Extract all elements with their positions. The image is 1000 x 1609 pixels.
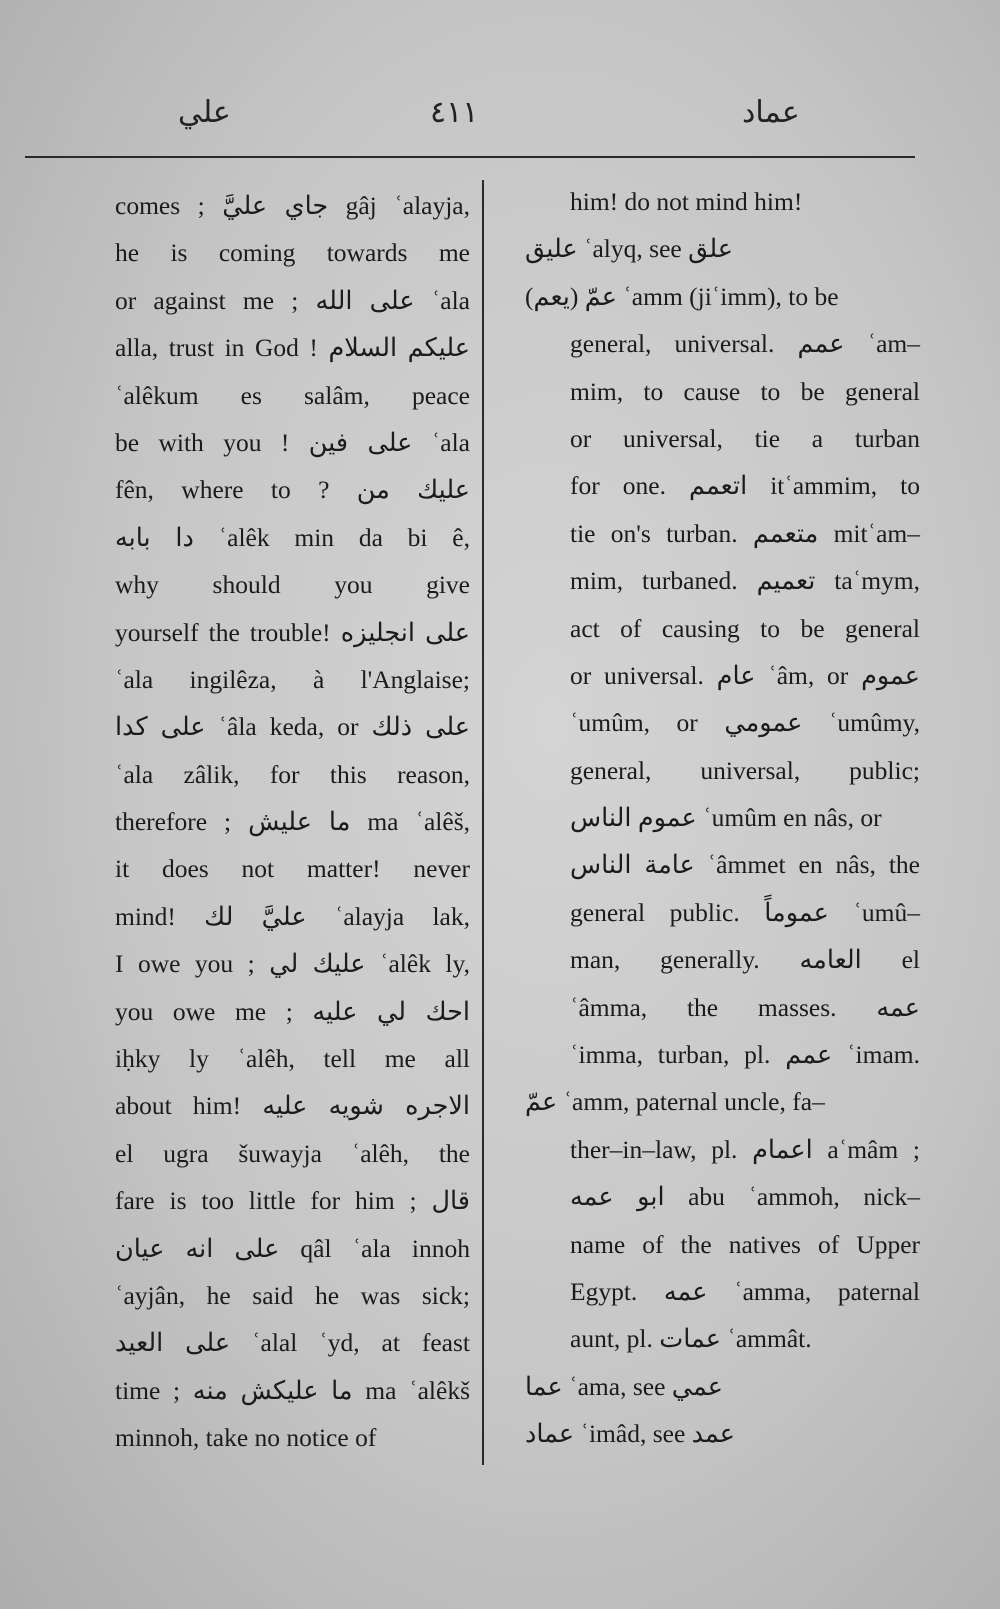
text-line: mind! عليَّ لك ʿalayja lak,	[115, 901, 470, 931]
text-line: ʿimma, turban, pl. عمم ʿimam.	[570, 1040, 920, 1070]
text-line: why should you give	[115, 570, 470, 600]
text-line: be with you ! على فين ʿala	[115, 427, 470, 457]
text-line: it does not matter! never	[115, 854, 470, 884]
text-line: or universal, tie a turban	[570, 423, 920, 453]
text-line: time ; ما عليكش منه ma ʿalêkš	[115, 1375, 470, 1405]
text-line: about him! الاجره شويه عليه	[115, 1091, 470, 1121]
text-line: mim, turbaned. تعميم taʿmym,	[570, 566, 920, 596]
page-number: ٤١١	[430, 95, 479, 130]
text-line: iḥky ly ʿalêh, tell me all	[115, 1044, 470, 1074]
text-line: act of causing to be general	[570, 613, 920, 643]
text-line: general, universal. عمم ʿam–	[570, 329, 920, 359]
text-line: aunt, pl. عمات ʿammât.	[570, 1324, 812, 1354]
text-line: fên, where to ? عليك من	[115, 475, 470, 505]
text-line: عليق ʿalyq, see علق	[525, 234, 734, 264]
text-line: عمّ (يعم) ʿamm (jiʿimm), to be	[525, 281, 839, 311]
text-line: عموم الناس ʿumûm en nâs, or	[570, 803, 882, 833]
right-column	[525, 178, 920, 1458]
text-line: name of the natives of Upper	[570, 1229, 920, 1259]
text-line: Egypt. عمه ʿamma, paternal	[570, 1276, 920, 1306]
text-line: comes ; جاي عليَّ gâj ʿalayja,	[115, 191, 470, 220]
header-right-word: عماد	[742, 95, 800, 130]
text-line: على انه عيان qâl ʿala innoh	[115, 1233, 471, 1263]
text-line: على العيد ʿalal ʿyd, at feast	[115, 1328, 470, 1358]
text-line: minnoh, take no notice of	[115, 1423, 377, 1453]
text-line: fare is too little for him ; قال	[115, 1186, 470, 1216]
text-line: man, generally. العامه el	[570, 945, 920, 975]
text-line: ʿayjân, he said he was sick;	[115, 1280, 470, 1310]
text-line: or against me ; على الله ʿala	[115, 285, 470, 315]
text-line: general public. عموماً ʿumû–	[570, 897, 920, 927]
text-line: ʿalêkum es salâm, peace	[115, 380, 470, 410]
text-line: tie on's turban. متعمم mitʿam–	[570, 518, 920, 548]
text-line: mim, to cause to be general	[570, 376, 920, 406]
text-line: or universal. عام ʿâm, or عموم	[570, 660, 920, 690]
text-line: ʿâmma, the masses. عمه	[570, 992, 920, 1022]
text-line: عمّ ʿamm, paternal uncle, fa–	[525, 1087, 825, 1117]
text-line: I owe you ; عليك لي ʿalêk ly,	[115, 949, 470, 979]
text-line: ʿumûm, or عمومي ʿumûmy,	[570, 708, 920, 738]
text-line: el ugra šuwayja ʿalêh, the	[115, 1138, 470, 1168]
text-line: alla, trust in God ! عليكم السلام	[115, 333, 471, 363]
text-line: general, universal, public;	[570, 755, 920, 785]
text-line: ʿala zâlik, for this reason,	[115, 759, 470, 789]
text-line: عما ʿama, see عمي	[525, 1371, 723, 1401]
header-left-word: علي	[178, 95, 231, 130]
text-line: yourself the trouble! على انجليزه	[115, 617, 470, 647]
header-rule	[25, 156, 915, 158]
column-divider	[482, 180, 484, 1465]
text-line: he is coming towards me	[115, 238, 470, 268]
text-line: for one. اتعمم itʿammim, to	[570, 471, 920, 501]
left-column	[115, 182, 470, 1462]
text-line: him! do not mind him!	[570, 187, 803, 216]
text-line: ʿala ingilêza, à l'Anglaise;	[115, 664, 470, 694]
text-line: you owe me ; احك لي عليه	[115, 996, 470, 1026]
text-line: دا بابه ʿalêk min da bi ê,	[115, 522, 470, 552]
text-line: therefore ; ما عليش ma ʿalêš,	[115, 807, 470, 837]
text-line: ابو عمه abu ʿammoh, nick–	[570, 1182, 920, 1212]
text-line: عامة الناس ʿâmmet en nâs, the	[570, 850, 920, 880]
text-line: عماد ʿimâd, see عمد	[525, 1419, 735, 1449]
text-line: ther–in–law, pl. اعمام aʿmâm ;	[570, 1134, 920, 1164]
text-line: على كدا ʿâla keda, or على ذلك	[115, 712, 471, 742]
